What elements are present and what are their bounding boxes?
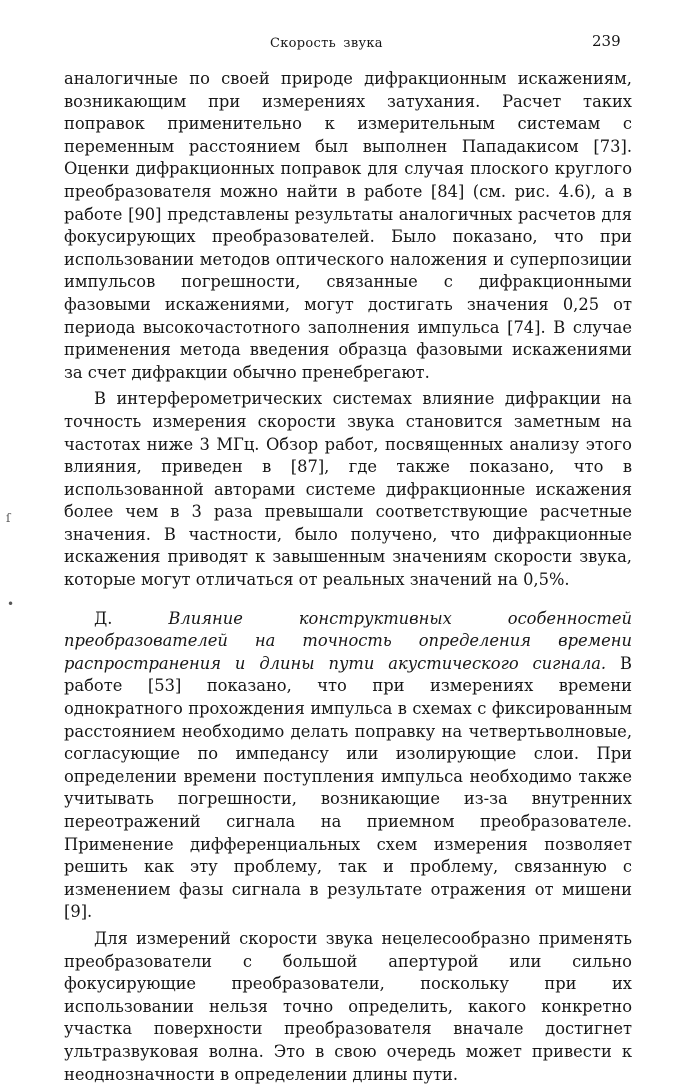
paragraph-section-d: [64, 608, 632, 924]
paragraph-transducer-aperture: Для измерений скорости звука нецелесообразно применять преобразователи с большой апертурой или сильно фокусирующие преобразователи, поскольку при их использовании нельзя точно определить, какого конкретно участка поверхности преобразователя вначале достигнет ультразвуковая волна. Это в свою очередь может привести к неоднозначности в определении длины пути.: [64, 928, 632, 1084]
section-title: Влияние конструктивных особенностей преобразователей на точность определения времени распространения и длины пути акустического сигнала.: [64, 608, 632, 673]
margin-mark: •: [7, 597, 15, 611]
margin-mark: ſ: [6, 511, 11, 525]
running-title: Скорость звука: [270, 36, 383, 51]
section-label: Д.: [94, 608, 113, 628]
section-text: В работе [53] показано, что при измерениях времени однократного прохождения импульса в схемах с фиксированным расстоянием необходимо делать поправку на четвертьволновые, согласующие по импедансу или изолирующие слои. При определении времени поступления импульса необходимо также учитывать погрешности, возникающие из-за внутренних переотражений сигнала на приемном преобразователе. Применение дифференциальных схем измерения позволяет решить как эту проблему, так и проблему, связанную с изменением фазы сигнала в результате отражения от мишени [9].: [64, 653, 632, 922]
paragraph-diffraction-corrections: аналогичные по своей природе дифракционным искажениям, возникающим при измерениях затухания. Расчет таких поправок применительно к измерительным системам с переменным расстоянием был выполнен Пападакисом [73]. Оценки дифракционных поправок для случая плоского круглого преобразователя можно найти в работе [84] (см. рис. 4.6), а в работе [90] представлены результаты аналогичных расчетов для фокусирующих преобразователей. Было показано, что при использовании методов оптического наложения и суперпозиции импульсов погрешности, связанные с дифракционными фазовыми искажениями, могут достигать значения 0,25 от периода высокочастотного заполнения импульса [74]. В случае применения метода введения образца фазовыми искажениями за счет дифракции обычно пренебрегают.: [64, 69, 632, 382]
body-text: [64, 68, 632, 1086]
paragraph-interferometric-systems: В интерферометрических системах влияние дифракции на точность измерения скорости звука становится заметным на частотах ниже 3 МГц. Обзор работ, посвященных анализу этого влияния, приведен в [87], где также показано, что в использованной авторами системе дифракционные искажения более чем в 3 раза превышали соответствующие расчетные значения. В частности, было получено, что дифракционные искажения приводят к завышенным значениям скорости звука, которые могут отличаться от реальных значений на 0,5%.: [64, 389, 632, 590]
page-number: 239: [592, 32, 621, 50]
page-header: [0, 30, 696, 54]
